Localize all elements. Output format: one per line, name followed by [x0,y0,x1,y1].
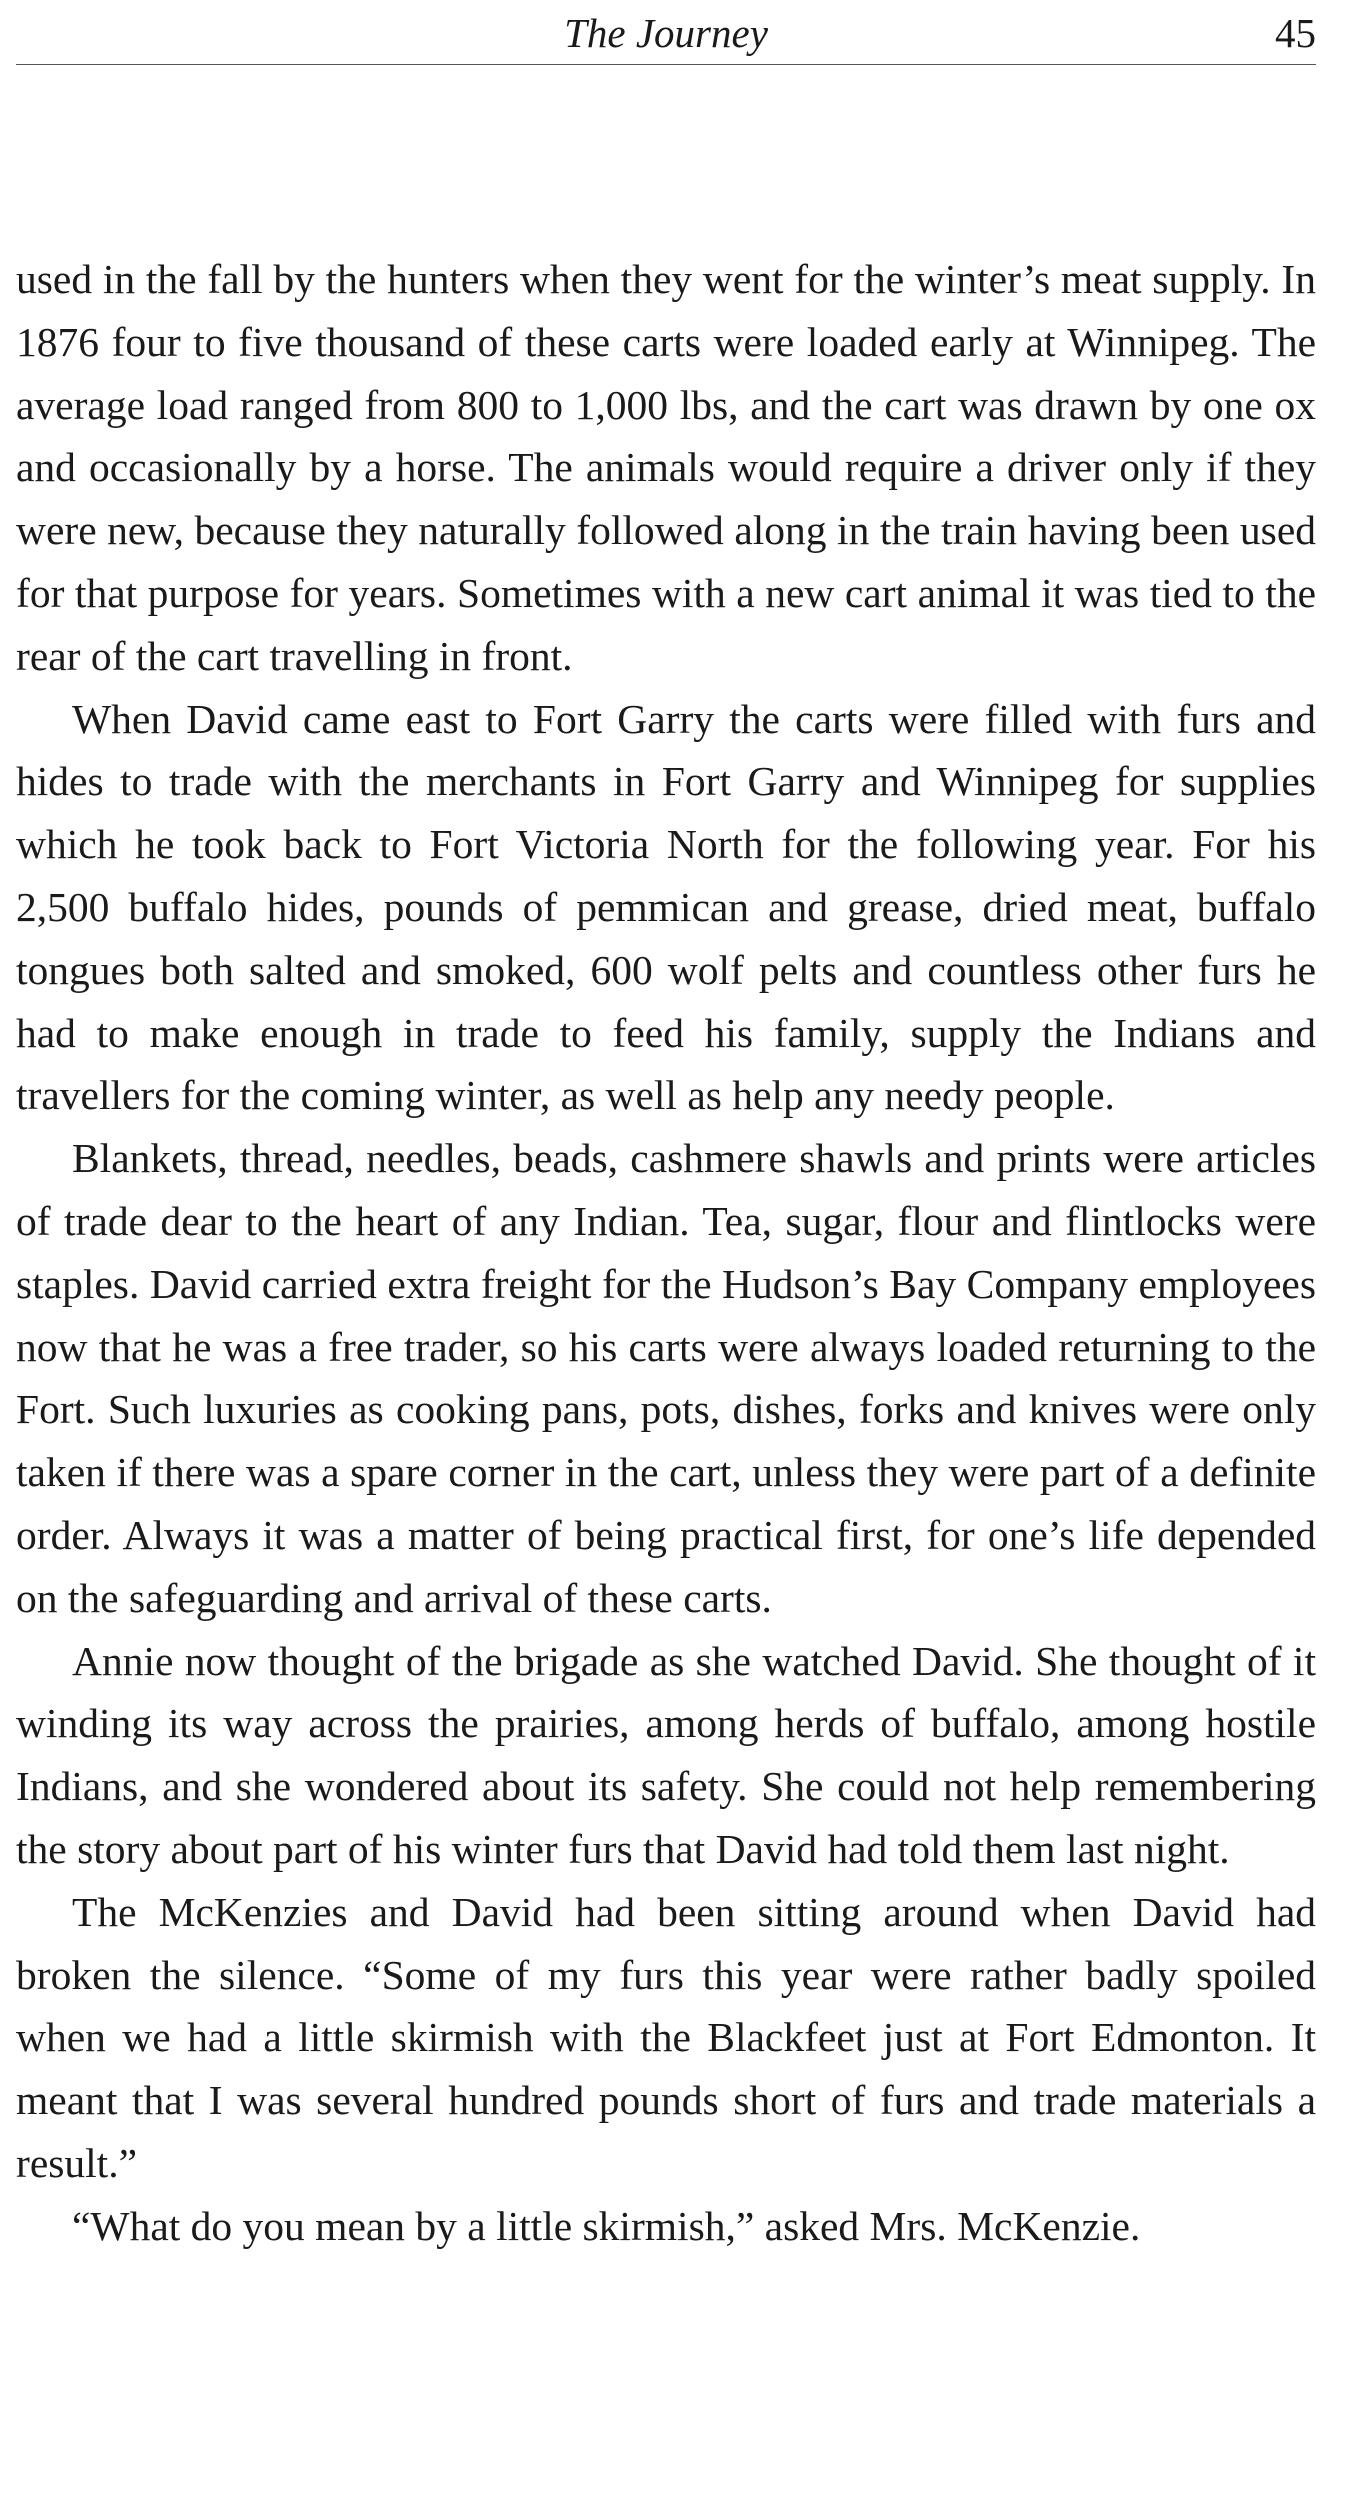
paragraph-4: Annie now thought of the brigade as she watched David. She thought of it winding its way across the prairies, among herds of buffalo, among hostile Indians, and she wondered about its safety. She could not help remembering the story about part of his winter furs that David had told them last night. [16,1637,1316,1872]
paragraph-1: used in the fall by the hunters when they went for the winter’s meat supply. In 1876 four to five thousand of these carts were loaded early at Winnipeg. The average load ranged from 800 to 1,000 lbs, and the cart was drawn by one ox and occasionally by a horse. The animals would require a driver only if they were new, because they naturally followed along in the train having been used for that purpose for years. Sometimes with a new cart animal it was tied to the rear of the cart travelling in front. [16,256,1316,679]
paragraph-5: The McKenzies and David had been sitting around when David had broken the silence. “Some of my furs this year were rather badly spoiled when we had a little skirmish with the Blackfeet just at Fort Edmonton. It meant that I was several hundred pounds short of furs and trade materials a result.” [16,1888,1316,2186]
body-text [16,248,1316,2258]
paragraph-2: When David came east to Fort Garry the carts were filled with furs and hides to trade with the merchants in Fort Garry and Winnipeg for supplies which he took back to Fort Victoria North for the following year. For his 2,500 buffalo hides, pounds of pemmican and grease, dried meat, buffalo tongues both salted and smoked, 600 wolf pelts and countless other furs he had to make enough in trade to feed his family, supply the Indians and travellers for the coming winter, as well as help any needy people. [16,695,1316,1119]
paragraph-3: Blankets, thread, needles, beads, cashmere shawls and prints were articles of trade dear to the heart of any Indian. Tea, sugar, flour and flintlocks were staples. David carried extra freight for the Hudson’s Bay Company employees now that he was a free trader, so his carts were always loaded returning to the Fort. Such luxuries as cooking pans, pots, dishes, forks and knives were only taken if there was a spare corner in the cart, unless they were part of a definite order. Always it was a matter of being practical first, for one’s life depended on the safeguarding and arrival of these carts. [16,1135,1316,1621]
running-title: The Journey [564,10,768,56]
paragraph-6: “What do you mean by a little skirmish,” asked Mrs. McKenzie. [72,2202,1141,2249]
page-number: 45 [1275,10,1316,56]
running-header [16,0,1316,65]
